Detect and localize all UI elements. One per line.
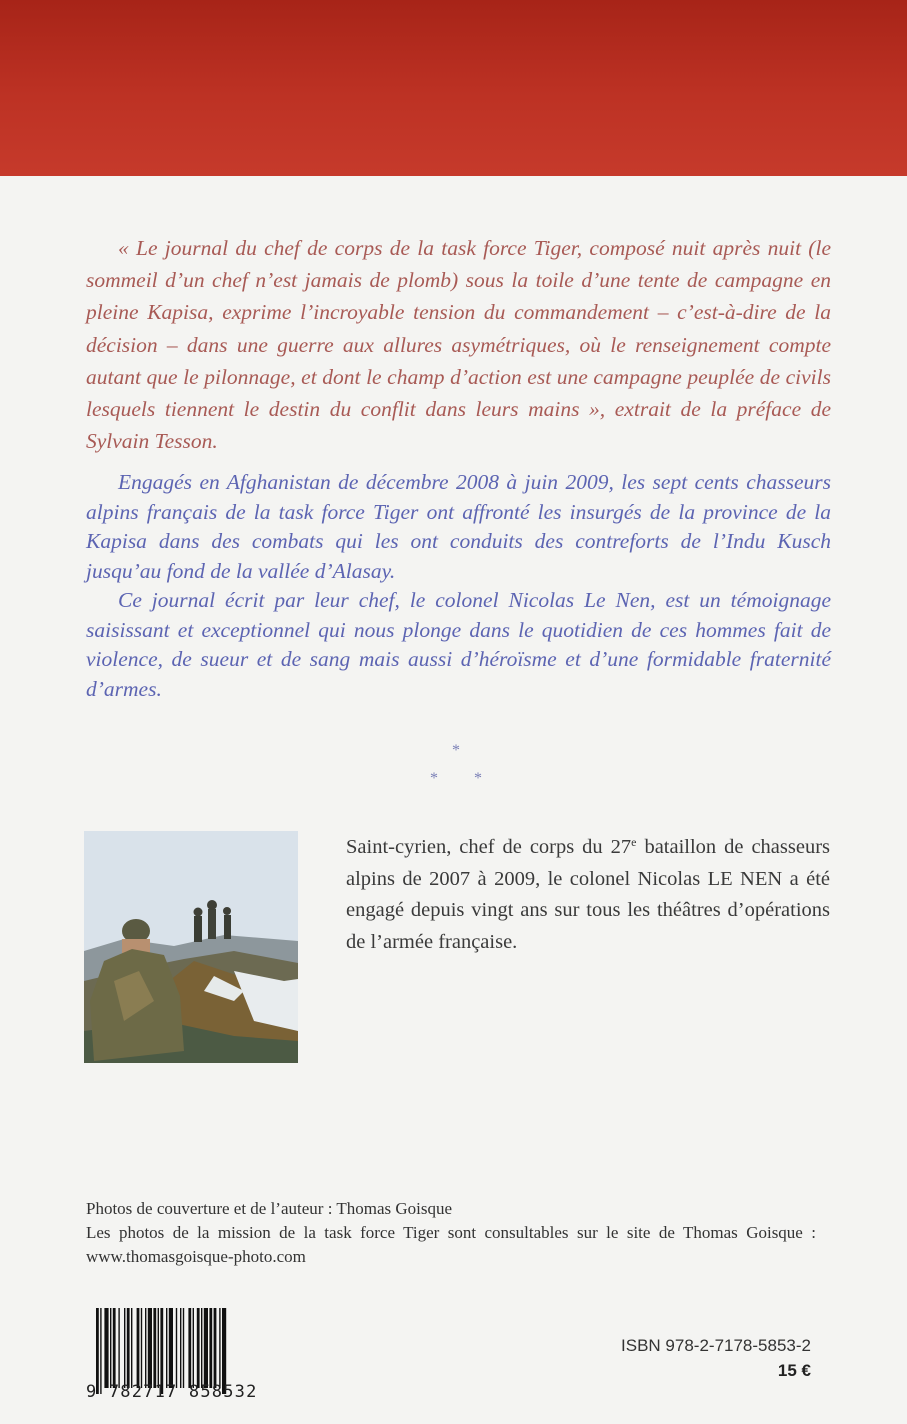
bio-text-end: bataillon de chasseurs alpins de 2007 à 2009, le colonel Nicolas LE NEN a été engagé depuis vingt ans sur tous les théâtres d’opérations de l’armée française. xyxy=(346,836,831,953)
barcode-bar xyxy=(188,1308,191,1388)
barcode-bar xyxy=(104,1308,108,1388)
barcode-bar xyxy=(118,1308,119,1388)
author-bio xyxy=(346,832,830,958)
barcode-bar xyxy=(113,1308,116,1388)
barcode-bar xyxy=(209,1308,212,1388)
price: 15 € xyxy=(777,1361,811,1380)
barcode-bar xyxy=(137,1308,140,1388)
cover-red-band xyxy=(0,0,907,176)
author-photo xyxy=(84,831,298,1063)
asterism-separator xyxy=(420,742,492,798)
asterisk: * xyxy=(430,770,438,787)
barcode-bar xyxy=(201,1308,202,1388)
photo-credits xyxy=(86,1197,816,1269)
barcode-bar xyxy=(176,1308,177,1388)
barcode-bar xyxy=(214,1308,217,1388)
barcode-bar xyxy=(131,1308,132,1388)
barcode-bar xyxy=(127,1308,130,1388)
credits-line-2: Les photos de la mission de la task force Tiger sont consultables sur le site de Thomas Goisque : www.thomasgoisque-photo.com xyxy=(86,1223,816,1266)
soldiers-on-mountain-photo-icon xyxy=(84,831,298,1063)
barcode-bar xyxy=(219,1308,220,1388)
barcode-digits: 9 782717 858532 xyxy=(86,1382,258,1402)
barcode-bar xyxy=(124,1308,125,1388)
asterisk: * xyxy=(474,770,482,787)
asterisk: * xyxy=(452,742,460,759)
barcode-bar xyxy=(148,1308,152,1388)
barcode-bar xyxy=(158,1308,159,1388)
barcode-bar xyxy=(204,1308,208,1388)
barcode-bar xyxy=(169,1308,173,1388)
barcode-bar xyxy=(153,1308,156,1388)
preface-quote: « Le journal du chef de corps de la task force Tiger, composé nuit après nuit (le sommeil d’un chef n’est jamais de plomb) sous la toile d’une tente de campagne en pleine Kapisa, exprime l’incroyable tension du commandement – c’est-à-dire de la décision – dans une guerre aux allures asymétriques, où le renseignement compte autant que le pilonnage, et dont le champ d’action est une campagne peuplée de civils lesquels tiennent le destin du conflit dans leurs mains », extrait de la préface de Sylvain Tesson. xyxy=(86,236,831,454)
barcode-bar xyxy=(166,1308,167,1388)
credits-line-1: Photos de couverture et de l’auteur : Thomas Goisque xyxy=(86,1199,453,1218)
barcode-bar xyxy=(197,1308,200,1388)
barcode-bar xyxy=(110,1308,111,1388)
isbn-number: ISBN 978-2-7178-5853-2 xyxy=(621,1336,811,1355)
book-blurb xyxy=(86,468,831,704)
blurb-paragraph-1: Engagés en Afghanistan de décembre 2008 à juin 2009, les sept cents chasseurs alpins français de la task force Tiger ont affronté les insurgés de la province de la Kapisa dans des combats qui les ont conduits des contreforts de l’Indu Kusch jusqu’au fond de la vallée d’Alasay. xyxy=(86,470,831,583)
barcode-bar xyxy=(180,1308,181,1388)
bio-text-start: Saint-cyrien, chef de corps du 27 xyxy=(346,836,632,858)
barcode-bar xyxy=(193,1308,194,1388)
blurb-paragraph-2: Ce journal écrit par leur chef, le colonel Nicolas Le Nen, est un témoignage saisissant et exceptionnel qui nous plonge dans le quotidien de ces hommes fait de violence, de sueur et de sang mais aussi d’héroïsme et d’une formidable fraternité d’armes. xyxy=(86,588,831,701)
barcode-bar xyxy=(141,1308,142,1388)
bio-superscript: e xyxy=(631,835,637,849)
barcode-bar xyxy=(145,1308,146,1388)
barcode-bar xyxy=(183,1308,184,1388)
